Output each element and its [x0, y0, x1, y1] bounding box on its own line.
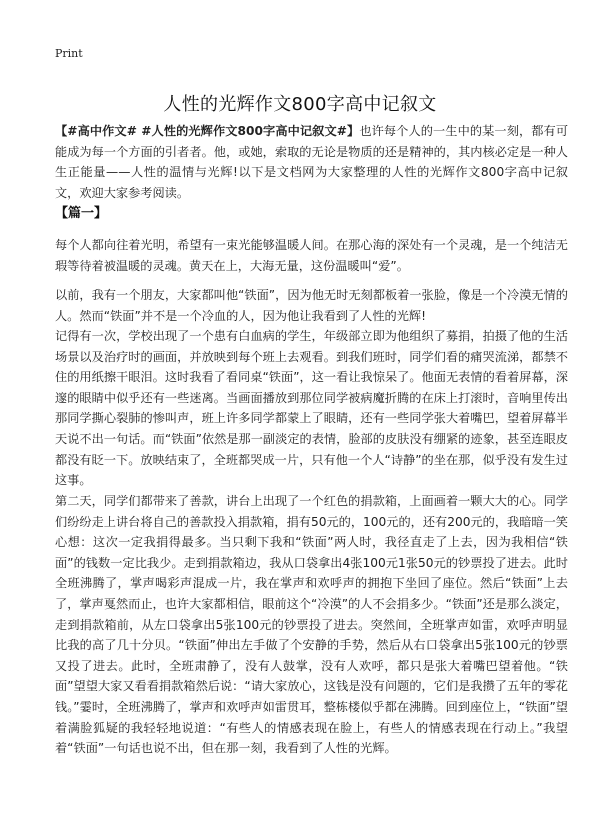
print-label: Print: [55, 47, 83, 60]
paragraph-1: 每个人都向往着光明，希望有一束光能够温暖人间。在那心海的深处有一个灵魂，是一个纯洁无瑕等待着被温暖的灵魂。黄天在上，大海无量，这份温暖叫“爱”。: [55, 238, 568, 273]
intro-paragraph: [55, 121, 568, 203]
paragraph-3: 记得有一次，学校出现了一个患有白血病的学生，年级部立即为他组织了募捐，拍摄了他的生活场景以及治疗时的画面，并放映到每个班上去观看。到我们班时，同学们看的痛哭流涕，都禁不住的用纸擦干眼泪。这时我看了看同桌“铁面”，这一看让我惊呆了。他面无表情的看着屏幕，深邃的眼睛中似乎还有一些迷离。当画面播放到那位同学被病魔折腾的在床上打滚时，音响里传出那同学撕心裂肺的惨叫声，班上许多同学都蒙上了眼睛，还有一些同学张大着嘴巴，望着屏幕半天说不出一句话。而“铁面”依然是那一副淡定的表情，脸部的皮肤没有绷紧的迹象，甚至连眼皮都没有眨一下。放映结束了，全班都哭成一片，只有他一个人“诗静”的坐在那，似乎没有发生过这事。: [55, 329, 568, 488]
page-title: 人性的光辉作文800字高中记叙文: [163, 94, 437, 116]
intro-lead: 【#高中作文# #人性的光辉作文800字高中记叙文#】: [55, 124, 360, 138]
paragraph-4: 第二天，同学们都带来了善款，讲台上出现了一个红色的捐款箱，上面画着一颗大大的心。同学们纷纷走上讲台将自己的善款投入捐款箱，捐有50元的，100元的，还有200元的，我暗暗一笑心想：这次一定我捐得最多。当只剩下我和“铁面”两人时，我径直走了上去，因为我相信“铁面”的钱数一定比我少。走到捐款箱边，我从口袋拿出4张100元1张50元的钞票投了进去。此时全班沸腾了，掌声喝彩声混成一片，我在掌声和欢呼声的拥抱下坐回了座位。然后“铁面”上去了，掌声戛然而止，也许大家都相信，眼前这个“冷漠”的人不会捐多少。“铁面”还是那么淡定，走到捐款箱前，从左口袋拿出5张100元的钞票投了进去。突然间，全班掌声如雷，欢呼声明显比我的高了几十分贝。“铁面”伸出左手做了个安静的手势，然后从右口袋拿出5张100元的钞票又投了进去。此时，全班肃静了，没有人鼓掌，没有人欢呼，都只是张大着嘴巴望着他。“铁面”望望大家又看看捐款箱然后说：“请大家放心，这钱是没有问题的，它们是我攒了五年的零花钱。”霎时，全班沸腾了，掌声和欢呼声如雷贯耳，整栋楼似乎都在沸腾。回到座位上，“铁面”望着满脸狐疑的我轻轻地说道：“有些人的情感表现在脸上，有些人的情感表现在行动上。”我望着“铁面”一句话也说不出，但在那一刻，我看到了人性的光辉。: [55, 494, 568, 756]
paragraph-2: 以前，我有一个朋友，大家都叫他“铁面”，因为他无时无刻都板着一张脸，像是一个冷漠无情的人。然而“铁面”并不是一个冷血的人，因为他让我看到了人性的光辉!: [55, 288, 568, 323]
section-heading: 【篇一】: [55, 206, 108, 221]
intro-text: 也许每个人的一生中的某一刻，都有可能成为每一个方面的引者者。他，或她，索取的无论是物质的还是精神的，其内核必定是一种人生正能量——人性的温情与光辉!以下是文档网为大家整理的人性的光辉作文800字高中记叙文，欢迎大家参考阅读。: [55, 124, 569, 200]
